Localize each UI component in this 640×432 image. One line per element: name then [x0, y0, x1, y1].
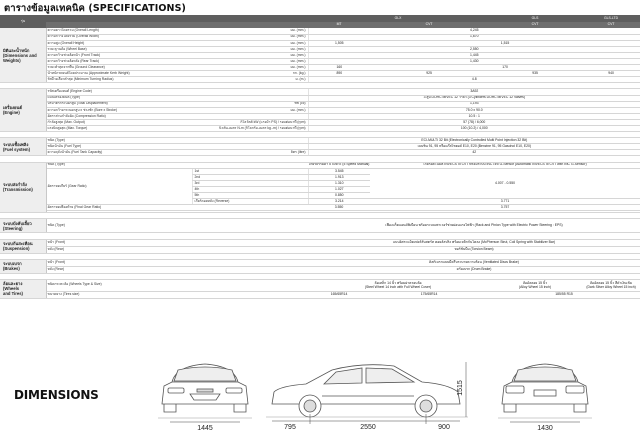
brake-row: ระบบเบรก (Brakes) หน้า (Front) ดิสก์เบรกแบบมีครีบระบายความร้อน (Ventilated Discs Brake) — [0, 259, 640, 266]
variant-ltd-cvt: CVT — [582, 22, 640, 28]
section-steering: ระบบบังคับเลี้ยว (Steering) — [0, 219, 46, 233]
group-glx: GLX — [308, 15, 488, 22]
susp-row: ระบบกันสะเทือน (Suspension) หน้า (Front) แบบอิสระแม็คเฟอร์สันสตรัท คอยล์สปริง พร้อมเหล็กกันโคลง (McPherson Strut, Coil Spring with Stabilizer Bar) — [0, 239, 640, 246]
engine-row: ปริมาตรกระบอกสูบ (Total Displacement) ซีซี (cc) 1,193 — [0, 101, 640, 107]
car-front-view — [150, 352, 260, 432]
variant-gls-cvt: CVT — [488, 22, 582, 28]
dim-row: ความกว้างช่วงล้อหน้า (Front Track) มม. (mm.) 1,445 — [0, 52, 640, 58]
trans-row: เกียร์ถอยหลัง (Reverse) 3.214 3.771 — [0, 199, 640, 205]
dim-row: รัศมีวงเลี้ยวต่ำสุด (Minimum Turning Radius) ม. (m.) 4.8 — [0, 77, 640, 83]
fuel-row: ชนิดน้ำมัน (Fuel Type) เบนซิน 91, 95 หรือแก๊สโซฮอล์ E10, E20 (Benzine 91, 95 Gasohol E10, E20) — [0, 144, 640, 150]
model-header: รุ่น — [0, 15, 46, 28]
group-gls-ltd: GLS-LTD — [582, 15, 640, 22]
dim-row: มิติและน้ำหนัก (Dimensions and Weights) ความยาวโดยรวม (Overall Length) มม. (mm.) 4,245 — [0, 28, 640, 34]
car-rear-view — [490, 352, 600, 432]
variant-glx-cvt: CVT — [370, 22, 488, 28]
trans-row: ระบบส่งกำลัง (Transmission) ชนิด (Type) เกียร์ธรรมดา 5 จังหวะ (5 Speed Manual) เกียร์อัตโนมัติ INVECS III CVT พร้อมระบบ INC เจ็ท G-Sensor (Automatic INVECS III CVT with INC G-Sensor) — [0, 162, 640, 168]
car-rear-outline — [502, 364, 588, 412]
engine-row: ความกว้างกระบอกสูบ x ช่วงชัก (Bore x Stroke) มม. (mm.) 75.0 x 90.0 — [0, 107, 640, 113]
trans-row: อัตราทดเกียร์ (Gear Ratio) 1st 3.545 4.007 - 0.550 — [0, 168, 640, 174]
engine-row: เครื่องยนต์ (Engine) รหัสเครื่องยนต์ (Engine Code) 3A92 — [0, 89, 640, 95]
car-front-outline — [162, 364, 248, 412]
dim-row: ระยะต่ำสุดจากพื้น (Ground Clearance) มม. (mm.) 160 170 — [0, 65, 640, 71]
dim-row: น้ำหนักรถยนต์โดยประมาณ (Approximate Kerb Weight) กก. (kg.) 890 925 935 940 — [0, 71, 640, 77]
rear-track-label: 1430 — [537, 425, 553, 432]
fuel-row: ความจุถังน้ำมัน (Fuel Tank Capacity) ลิตร (litre) 42 — [0, 150, 640, 156]
variant-glx-mt: MT — [308, 22, 370, 28]
section-dimensions: มิติและน้ำหนัก (Dimensions and Weights) — [0, 28, 46, 83]
group-gls: GLS — [488, 15, 582, 22]
fuel-row: ระบบเชื้อเพลิง (Fuel system) ชนิด (Type) ECI-MULTI 32 Bit (Electronically Controlled Multi Point Injection 32 Bit) — [0, 138, 640, 144]
engine-row: แบบเครื่องยนต์ (Type) 3 สูบ DOHC MIVEC 12 วาล์ว (3 Cylinders DOHC MIVEC 12 Valves) — [0, 95, 640, 101]
trans-row: อัตราทดเฟืองท้าย (Final Gear Ratio) 3.550 3.757 — [0, 205, 640, 211]
engine-row: กำลังสูงสุด (Max. Output) กิโลวัตต์ kW (แรงม้า PS) / รอบต่อนาที (rpm) 57 (78) / 6,000 — [0, 119, 640, 125]
section-suspension: ระบบกันสะเทือน (Suspension) — [0, 239, 46, 253]
car-side-view — [262, 352, 472, 432]
section-engine: เครื่องยนต์ (Engine) — [0, 89, 46, 132]
trans-row: 2nd 1.913 — [0, 174, 640, 180]
brake-row: หลัง (Rear) ดรัมเบรก (Drum Brake) — [0, 266, 640, 273]
front-track-label: 1445 — [197, 425, 213, 432]
engine-row: อัตราส่วนกำลังอัด (Compression Ratio) 10.5 : 1 — [0, 113, 640, 119]
trans-row: 4th 1.027 — [0, 186, 640, 192]
section-brakes: ระบบเบรก (Brakes) — [0, 259, 46, 273]
wheelbase-label: 2550 — [360, 424, 376, 431]
trans-row: 3rd 1.310 — [0, 180, 640, 186]
dimensions-heading: DIMENSIONS — [14, 388, 99, 402]
trans-row: 5th 0.850 — [0, 193, 640, 199]
wheel-row: ขนาดยาง (Tires size) 165/65R14 175/65R14 185/55 R15 — [0, 291, 640, 298]
steering-row: ระบบบังคับเลี้ยว (Steering) ชนิด (Type) เฟืองแร็คแอนด์พิเนียน พร้อมระบบเพาเวอร์ช่วยผ่อนแรงไฟฟ้า (Rack and Pinion Type with Electric Power Steering : EPS) — [0, 219, 640, 233]
front-overhang-label: 795 — [284, 424, 296, 431]
page-title: ตารางข้อมูลเทคนิค (SPECIFICATIONS) — [4, 3, 186, 14]
rear-overhang-label: 900 — [438, 424, 450, 431]
engine-row: แรงบิดสูงสุด (Max. Torque) นิวตัน-เมตร N-m (กิโลกรัม-เมตร kg.-m) / รอบต่อนาที (rpm) 100 (10.2) / 4,000 — [0, 126, 640, 132]
car-side-outline — [272, 365, 460, 417]
dim-row: ความกว้างช่วงล้อหลัง (Rear Track) มม. (mm.) 1,430 — [0, 58, 640, 64]
section-fuel: ระบบเชื้อเพลิง (Fuel system) — [0, 138, 46, 156]
section-wheels: ล้อและยาง (Wheels and Tires) — [0, 279, 46, 298]
susp-row: หลัง (Rear) ทอร์ชั่นบีม (Torsion Beam) — [0, 246, 640, 253]
wheel-row: ล้อและยาง (Wheels and Tires) ชนิดกระทะล้อ (Wheels Type & Size) ล้อเหล็ก 14 นิ้ว พร้อมฝาครอบล้อ (Steel Wheel 14 inch with Full Wheel Cover) ล้ออัลลอย 15 นิ้ว (Alloy Wheel 15 inch) ล้ออัลลอย 15 นิ้ว สีดำเงินเข้ม (Dark Silver Alloy Wheel 15 inch) — [0, 279, 640, 291]
height-label: 1515 — [457, 380, 464, 396]
dim-row: ระยะฐานล้อ (Wheel Base) มม. (mm.) 2,550 — [0, 46, 640, 52]
section-transmission: ระบบส่งกำลัง (Transmission) — [0, 162, 46, 213]
spec-table — [0, 15, 640, 299]
dim-row: ความสูง (Overall Height) มม. (mm.) 1,505 1,515 — [0, 40, 640, 46]
dim-row: ความกว้างโดยรวม (Overall Width) มม. (mm.) 1,670 — [0, 34, 640, 40]
